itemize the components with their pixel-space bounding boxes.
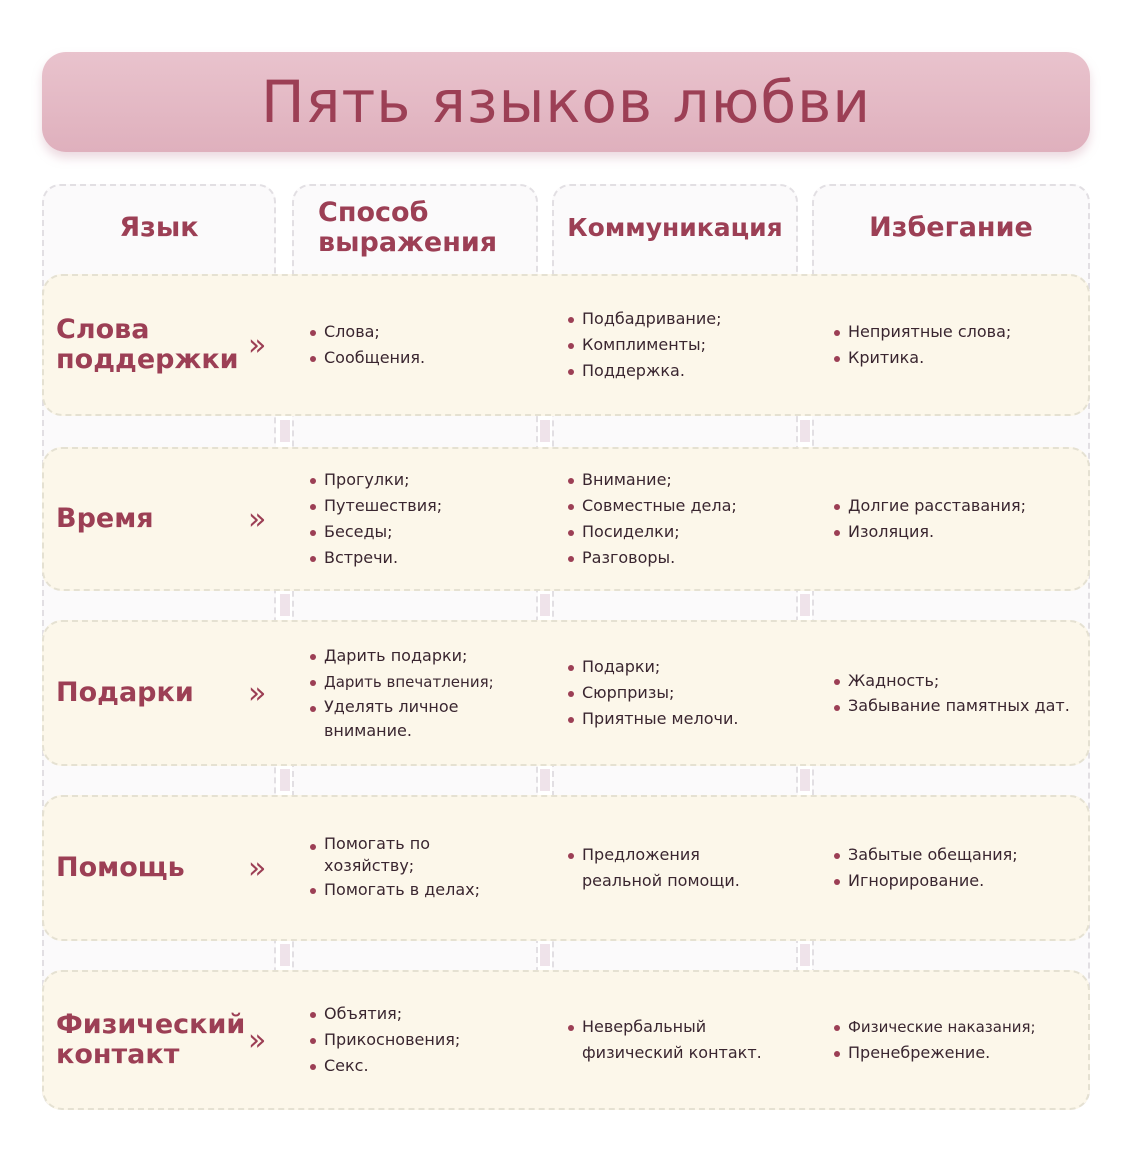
list-item: Прикосновения; <box>308 1027 460 1053</box>
list-item: Комплименты; <box>566 332 722 358</box>
cell-expression <box>308 274 536 416</box>
row-connector <box>540 420 550 442</box>
language-name: Физический контакт <box>56 1009 246 1070</box>
list-item: Подарки; <box>566 654 738 680</box>
list-item: Предложения реальной помощи. <box>566 842 781 894</box>
list-item: Посиделки; <box>566 519 737 545</box>
cell-communication <box>566 620 796 766</box>
header-expression: Способ выражения <box>318 197 498 258</box>
list-item: Изоляция. <box>832 519 1026 545</box>
list-item: Слова; <box>308 319 425 345</box>
language-name: Подарки <box>56 677 194 708</box>
row-connector <box>540 769 550 791</box>
chevron-double-right-icon: » <box>248 501 267 537</box>
list-item: Неприятные слова; <box>832 319 1011 345</box>
page-title: Пять языков любви <box>260 68 872 136</box>
row-connector <box>540 944 550 966</box>
row-connector <box>540 594 550 616</box>
row-connector <box>280 944 290 966</box>
cell-expression <box>308 970 536 1110</box>
row-connector <box>280 420 290 442</box>
list-item: Уделять личное внимание. <box>308 695 536 743</box>
language-name: Время <box>56 503 154 534</box>
list-item: Совместные дела; <box>566 493 737 519</box>
cell-avoidance <box>832 620 1087 766</box>
list-item: Забытые обещания; <box>832 842 1018 868</box>
cell-expression <box>308 447 536 591</box>
chevron-double-right-icon: » <box>248 327 267 363</box>
list-item: Долгие расставания; <box>832 493 1026 519</box>
row-connector <box>800 769 810 791</box>
list-item: Разговоры. <box>566 545 737 571</box>
list-item: Прогулки; <box>308 467 442 493</box>
list-item: Беседы; <box>308 519 442 545</box>
cell-avoidance <box>832 274 1087 416</box>
row-connector <box>800 944 810 966</box>
row-connector <box>280 769 290 791</box>
list-item: Секс. <box>308 1053 460 1079</box>
list-item: Сообщения. <box>308 345 425 371</box>
list-item: Помогать в делах; <box>308 877 518 903</box>
cell-avoidance <box>832 970 1087 1110</box>
cell-communication <box>566 274 796 416</box>
cell-communication <box>566 795 781 941</box>
list-item: Забывание памятных дат. <box>832 694 1070 718</box>
chevron-double-right-icon: » <box>248 850 267 886</box>
cell-expression <box>308 620 536 766</box>
header-communication: Коммуникация <box>567 213 783 242</box>
list-item: Путешествия; <box>308 493 442 519</box>
list-item: Дарить впечатления; <box>308 669 536 695</box>
list-item: Жадность; <box>832 668 1070 694</box>
row-connector <box>800 594 810 616</box>
header-avoidance: Избегание <box>869 212 1033 243</box>
list-item: Физические наказания; <box>832 1014 1036 1040</box>
cell-communication <box>566 970 766 1110</box>
list-item: Невербальный физический контакт. <box>566 1014 766 1066</box>
list-item: Приятные мелочи. <box>566 706 738 732</box>
language-name: Слова поддержки <box>56 314 239 375</box>
chevron-double-right-icon: » <box>248 675 267 711</box>
list-item: Объятия; <box>308 1001 460 1027</box>
list-item: Подбадривание; <box>566 306 722 332</box>
cell-avoidance <box>832 795 1087 941</box>
header-language: Язык <box>119 212 199 243</box>
row-connector <box>280 594 290 616</box>
list-item: Дарить подарки; <box>308 643 536 669</box>
cell-avoidance <box>832 447 1087 591</box>
list-item: Помогать по хозяйству; <box>308 833 518 877</box>
title-banner <box>42 52 1090 152</box>
list-item: Сюрпризы; <box>566 680 738 706</box>
list-item: Встречи. <box>308 545 442 571</box>
cell-expression <box>308 795 518 941</box>
chevron-double-right-icon: » <box>248 1022 267 1058</box>
list-item: Критика. <box>832 345 1011 371</box>
row-connector <box>800 420 810 442</box>
list-item: Пренебрежение. <box>832 1040 1036 1066</box>
list-item: Поддержка. <box>566 358 722 384</box>
language-name: Помощь <box>56 852 185 883</box>
list-item: Игнорирование. <box>832 868 1018 894</box>
list-item: Внимание; <box>566 467 737 493</box>
cell-communication <box>566 447 796 591</box>
